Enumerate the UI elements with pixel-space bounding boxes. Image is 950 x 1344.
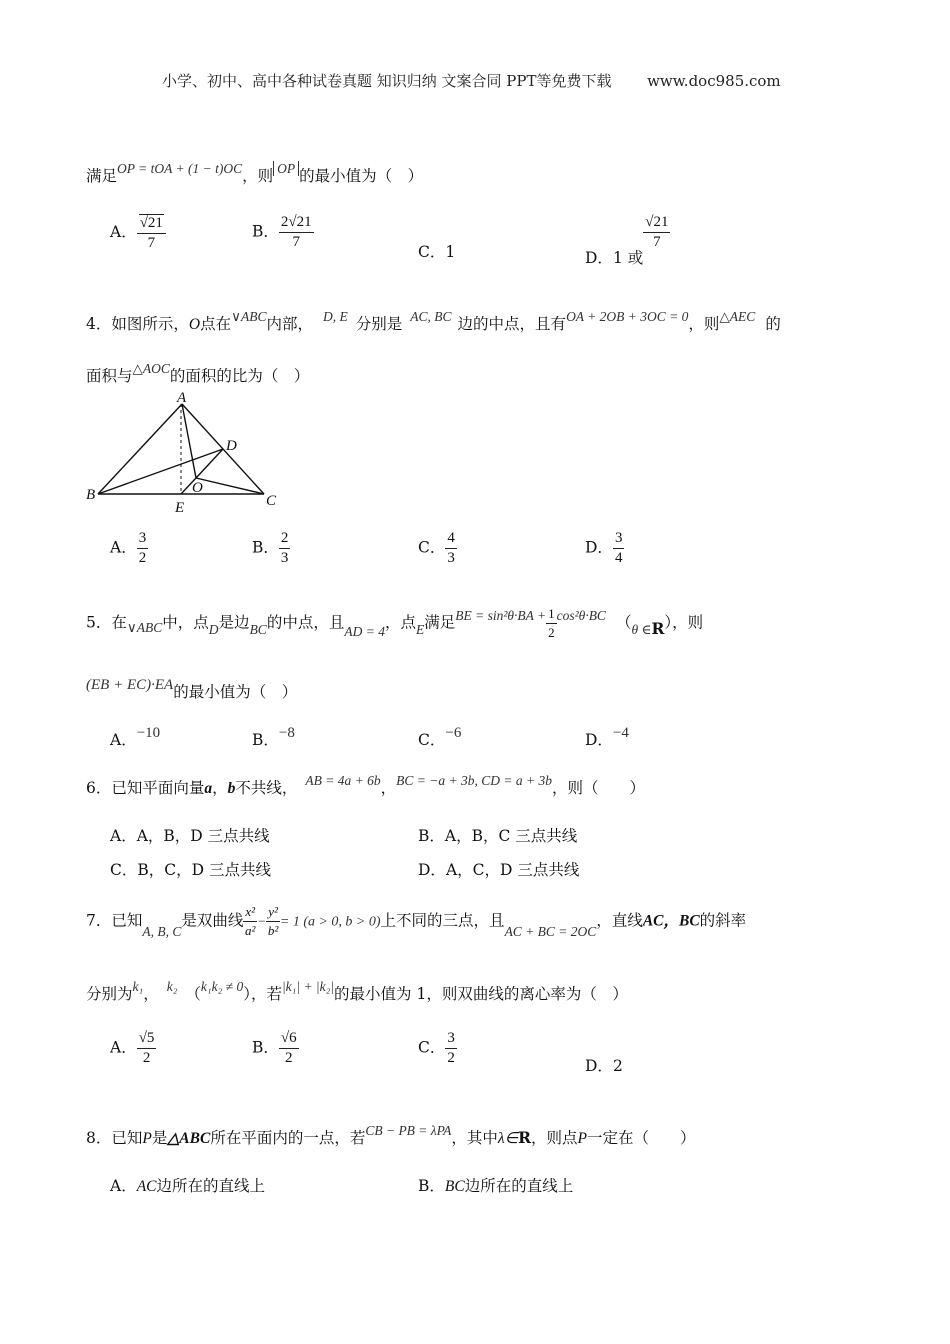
- q4-stem-line1: 4．如图所示，O点在∨ABC内部， D, E 分别是 AC, BC 边的中点，且有OA + 2OB + 3OC = 0，则△AEC 的: [86, 309, 781, 333]
- q8-stem: 8．已知P是△ABC所在平面内的一点，若CB − PB = λPA，其中λ∈R，则点P一定在（ ）: [86, 1123, 696, 1147]
- label-a: A: [177, 392, 187, 406]
- q3-lead: 满足: [86, 167, 118, 185]
- q5-option-b[interactable]: B．−8: [252, 725, 295, 749]
- q6-option-d[interactable]: D．A，C，D 三点共线: [418, 861, 580, 879]
- edge-ab: [98, 404, 182, 494]
- question-number: 6．: [86, 779, 112, 797]
- q8-condition: CB − PB = λPA: [365, 1123, 452, 1138]
- label-e: E: [175, 500, 185, 516]
- q4-option-c[interactable]: C． $\frac{4}{3}$: [418, 530, 455, 566]
- q6-option-b[interactable]: B．A，B，C 三点共线: [418, 827, 578, 845]
- q3-formula: OP = tOA + (1 − t)OC: [117, 161, 243, 176]
- question-number: 5．: [86, 613, 112, 632]
- q6-vectors: BC = −a + 3b, CD = a + 3b: [396, 773, 552, 788]
- q5-stem-line1: 5．在∨ABC中，点D是边BC的中点，且AD = 4，点E满足BE = sin²θ·BA + $\frac{1}{2}$ cos²θ·BC （θ ∈R），则: [86, 606, 704, 640]
- q7-option-d[interactable]: D．2: [585, 1057, 623, 1075]
- q3-option-c[interactable]: [418, 240, 455, 262]
- q3-option-b[interactable]: [252, 214, 314, 251]
- q3-mid: ，则: [242, 167, 274, 185]
- q3-abs: [273, 161, 299, 176]
- q4-triangle-figure: [82, 392, 292, 520]
- q3-stem: [86, 161, 424, 186]
- q5-option-d[interactable]: D．−4: [585, 725, 629, 749]
- q4-vector-equation: OA + 2OB + 3OC = 0: [566, 309, 689, 324]
- q3-option-d[interactable]: [585, 214, 670, 267]
- header-title: 小学、初中、高中各种试卷真题 知识归纳 文案合同 PPT等免费下载: [162, 72, 612, 90]
- option-label: B．: [252, 222, 279, 241]
- q3-tail: 的最小值为（ ）: [299, 167, 424, 185]
- q7-option-a[interactable]: A． $\frac{√5}{2}$: [110, 1030, 155, 1066]
- q6-option-c[interactable]: C．B，C，D 三点共线: [110, 861, 271, 879]
- q3-option-a[interactable]: [110, 214, 166, 252]
- option-label: C．: [418, 243, 446, 261]
- segment-ao: [182, 404, 196, 478]
- q5-stem-line2: (EB + EC)·EA的最小值为（ ）: [86, 677, 298, 701]
- q5-option-a[interactable]: A．−10: [110, 725, 161, 749]
- q4-option-d[interactable]: D． $\frac{3}{4}$: [585, 530, 623, 566]
- q3-abs-expr: OP: [277, 161, 296, 176]
- q6-option-a[interactable]: A．A，B，D 三点共线: [110, 827, 270, 845]
- option-prefix: 1 或: [612, 248, 644, 267]
- q7-option-b[interactable]: B． $\frac{√6}{2}$: [252, 1030, 297, 1066]
- q4-option-a[interactable]: A． $\frac{3}{2}$: [110, 530, 147, 566]
- header-url: www.doc985.com: [647, 72, 781, 90]
- fraction: $\frac{2√21}{7}$: [280, 214, 312, 250]
- fraction: $\frac{√21}{7}$: [645, 214, 669, 250]
- fraction: $\frac{√21}{7}$: [137, 214, 166, 252]
- question-number: 7．: [86, 911, 112, 930]
- q4-option-b[interactable]: B． $\frac{2}{3}$: [252, 530, 289, 566]
- q8-option-a[interactable]: A．AC边所在的直线上: [110, 1177, 266, 1195]
- q5-option-c[interactable]: C．−6: [418, 725, 462, 749]
- question-number: 8．: [86, 1129, 112, 1147]
- option-label: A．: [110, 223, 137, 241]
- page-header: [162, 70, 781, 91]
- q8-option-b[interactable]: B．BC边所在的直线上: [418, 1177, 574, 1195]
- q6-stem: 6．已知平面向量a，b不共线， AB = 4a + 6b，BC = −a + 3b, CD = a + 3b，则（ ）: [86, 773, 645, 797]
- question-number: 4．: [86, 315, 112, 333]
- segment-bd: [98, 449, 223, 494]
- q7-stem-line1: 7．已知A, B, C是双曲线 $\frac{\text{x²}}{\text{a²}}$ − $\frac{\text{y²}}{\text{b²}}$ = 1 (a > 0, b > 0)上不同的三点，且AC + BC = 2OC，直线AC，BC的斜率: [86, 904, 747, 939]
- option-value: 1: [445, 243, 456, 261]
- q4-stem-line2: 面积与△AOC的面积的比为（ ）: [86, 361, 310, 385]
- segment-oc: [196, 478, 264, 494]
- label-c: C: [266, 493, 277, 509]
- label-b: B: [86, 487, 96, 503]
- label-o: O: [192, 480, 203, 496]
- option-label: D．: [585, 248, 613, 267]
- label-d: D: [226, 438, 237, 454]
- q7-stem-line2: 分别为k₁， k₂ （k₁k₂ ≠ 0），若|k₁| + |k₂|的最小值为 1，则双曲线的离心率为（ ）: [86, 979, 628, 1003]
- q7-option-c[interactable]: C． $\frac{3}{2}$: [418, 1030, 455, 1066]
